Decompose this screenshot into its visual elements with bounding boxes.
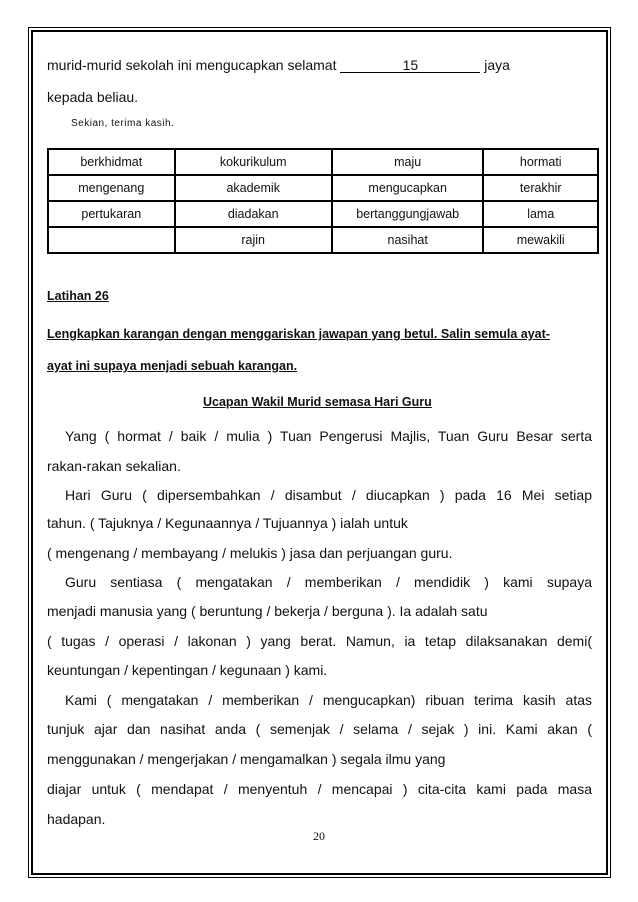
table-cell: terakhir — [483, 175, 598, 201]
top-line-1-end: jaya — [484, 57, 510, 73]
page-number: 20 — [313, 829, 325, 843]
answer-blank: 15 — [340, 58, 480, 73]
table-cell: bertanggungjawab — [332, 201, 484, 227]
table-cell: diadakan — [175, 201, 332, 227]
instruction-line-1: Lengkapkan karangan dengan menggariskan jawapan yang betul. Salin semula ayat- — [47, 327, 550, 341]
table-cell: lama — [483, 201, 598, 227]
essay-line: hadapan. — [47, 811, 106, 827]
top-line-1 — [47, 57, 510, 73]
table-cell: maju — [332, 149, 484, 175]
essay-line: menjadi manusia yang ( beruntung / bekerja / berguna ). Ia adalah satu — [47, 603, 488, 619]
table-cell: kokurikulum — [175, 149, 332, 175]
essay-line: Guru sentiasa ( mengatakan / memberikan / mendidik ) kami supaya — [65, 574, 592, 590]
essay-line: Hari Guru ( dipersembahkan / disambut / diucapkan ) pada 16 Mei setiap — [65, 487, 592, 503]
closing-text: Sekian, terima kasih. — [71, 118, 175, 129]
table-cell: akademik — [175, 175, 332, 201]
table-cell: nasihat — [332, 227, 484, 253]
table-cell: mengenang — [48, 175, 175, 201]
table-row — [48, 149, 598, 175]
exercise-title: Latihan 26 — [47, 289, 109, 303]
table-cell: pertukaran — [48, 201, 175, 227]
essay-line: tahun. ( Tajuknya / Kegunaannya / Tujuannya ) ialah untuk — [47, 515, 408, 531]
instruction-line-2: ayat ini supaya menjadi sebuah karangan. — [47, 359, 298, 373]
table-cell: berkhidmat — [48, 149, 175, 175]
table-row — [48, 201, 598, 227]
essay-line: ( tugas / operasi / lakonan ) yang berat. Namun, ia tetap dilaksanakan demi( — [47, 633, 592, 649]
essay-line: tunjuk ajar dan nasihat anda ( semenjak / selama / sejak ) ini. Kami akan ( — [47, 721, 592, 737]
table-row — [48, 175, 598, 201]
table-cell: hormati — [483, 149, 598, 175]
essay-line: Yang ( hormat / baik / mulia ) Tuan Pengerusi Majlis, Tuan Guru Besar serta — [65, 428, 592, 444]
table-cell — [48, 227, 175, 253]
essay-line: ( mengenang / membayang / melukis ) jasa dan perjuangan guru. — [47, 545, 453, 561]
essay-line: menggunakan / mengerjakan / mengamalkan ) segala ilmu yang — [47, 751, 446, 767]
top-line-1-text: murid-murid sekolah ini mengucapkan selamat — [47, 57, 337, 73]
essay-title: Ucapan Wakil Murid semasa Hari Guru — [203, 395, 432, 409]
essay-line: rakan-rakan sekalian. — [47, 458, 181, 474]
word-table — [47, 148, 599, 254]
top-line-2: kepada beliau. — [47, 89, 139, 105]
table-cell: rajin — [175, 227, 332, 253]
table-row — [48, 227, 598, 253]
essay-line: Kami ( mengatakan / memberikan / mengucapkan) ribuan terima kasih atas — [65, 692, 592, 708]
essay-line: keuntungan / kepentingan / kegunaan ) kami. — [47, 662, 328, 678]
essay-line: diajar untuk ( mendapat / menyentuh / mencapai ) cita-cita kami pada masa — [47, 781, 592, 797]
table-cell: mengucapkan — [332, 175, 484, 201]
table-cell: mewakili — [483, 227, 598, 253]
